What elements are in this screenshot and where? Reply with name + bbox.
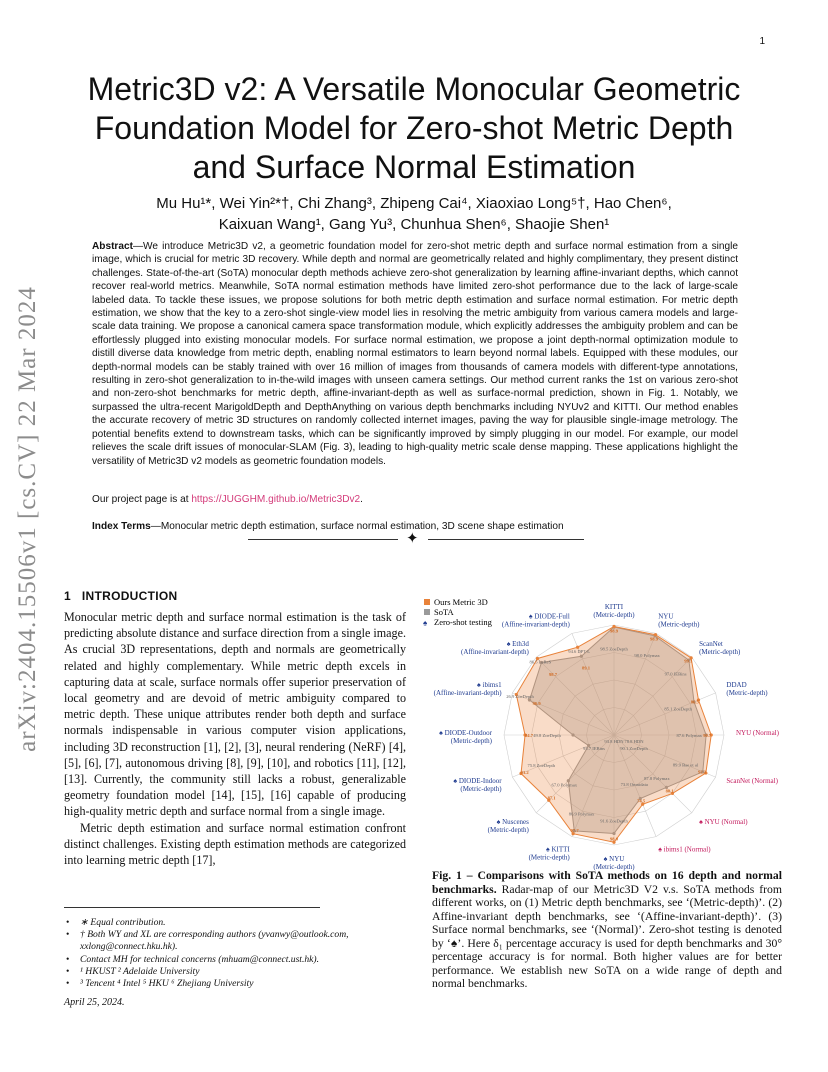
value-label-sota: 78.8 HDN bbox=[624, 739, 644, 744]
axis-label-name: ♠ DIODE-Outdoor bbox=[439, 729, 492, 737]
radar-chart bbox=[418, 596, 786, 871]
value-label-ours: 89.1 bbox=[582, 665, 591, 671]
value-label-ours: 87.1 bbox=[547, 795, 556, 801]
intro-paragraph-2: Metric depth estimation and surface normal estimation confront distinct challenges. Existing depth estimation methods are categorized into learning metric depth [17], bbox=[64, 820, 406, 868]
axis-label-name: ♠ KITTI bbox=[546, 845, 570, 854]
axis-label bbox=[529, 845, 571, 861]
axis-label bbox=[658, 845, 711, 853]
value-label-sota: 97.0 IEBins bbox=[664, 671, 687, 677]
axis-label-name: ♠ DIODE-Full bbox=[528, 612, 570, 621]
axis-label-name: ♠ Nuscenes bbox=[496, 818, 529, 827]
footnote: • ³ Tencent ⁴ Intel ⁵ HKU ⁶ Zhejiang University bbox=[64, 978, 409, 990]
axis-label bbox=[658, 613, 700, 629]
axis-label bbox=[726, 681, 768, 697]
axis-label-name: NYU bbox=[658, 612, 674, 621]
abstract-text: —We introduce Metric3D v2, a geometric foundation model for zero-shot metric depth and surface normal estimation from a single image, which is crucial for metric 3D recovery. While depth and normal are geometrically related and highly complimentary, they present distinct challenges. State-of-the-art (SoTA) monocular depth methods achieve zero-shot generalization by learning affine-invariant depths, which cannot recover real-world metrics. Meanwhile, SoTA normal estimation methods have limited zero-shot performance due to the lack of large-scale labeled data. To tackle these issues, we propose solutions for both metric depth estimation and surface normal estimation. For metric depth estimation, we show that the key to a zero-shot single-view model lies in resolving the metric ambiguity from various camera models and large-scale data training. We propose a canonical camera space transformation module, which explicitly addresses the ambiguity problem and can be effortlessly plugged into existing monocular models. For surface normal estimation, we propose a joint depth-normal optimization module to distill diverse data knowledge from metric depth, enabling normal estimators to learn beyond normal labels. Equipped with these modules, our depth-normal models can be stably trained with over 16 million of images from thousands of camera models with different-type annotations, resulting in zero-shot generalization to in-the-wild images with unseen camera settings. Our method current ranks the 1st on various zero-shot and non-zero-shot benchmarks for metric depth, affine-invariant-depth as well as surface-normal prediction, shown in Fig. 1. Notably, we surpassed the ultra-recent MarigoldDepth and DepthAnything on various depth benchmarks including NYUv2 and KITTI. Our method enables the accurate recovery of metric 3D structures on randomly collected internet images, paving the way for plausible single-image metrology. The potential benefits extend to downstream tasks, which can be significantly improved by simply plugging in our model. For example, our model relieves the scale drift issues of monocular-SLAM (Fig. 3), leading to high-quality metric scale dense mapping. These applications highlight the versatility of Metric3D v2 models as geometric foundation models. bbox=[92, 241, 738, 467]
legend-label-zeroshot: Zero-shot testing bbox=[434, 617, 492, 627]
legend-swatch-ours bbox=[424, 599, 430, 605]
paper-title: Metric3D v2: A Versatile Monocular Geometric Foundation Model for Zero-shot Metric Depth and Surface Normal Estimation bbox=[87, 71, 741, 185]
footnote: • † Both WY and XL are corresponding authors (yvanwy@outlook.com, xxlong@connect.hku.hk). bbox=[64, 929, 409, 953]
legend-label-sota: SoTA bbox=[434, 607, 454, 617]
value-label-ours: 99.3 bbox=[684, 658, 693, 664]
section-number: 1 bbox=[64, 589, 71, 603]
value-label-ours: 90.7 bbox=[703, 733, 712, 738]
axis-label-name: ♠ ibims1 (Normal) bbox=[658, 845, 711, 854]
axis-label-sub: (Affine-invariant-depth) bbox=[501, 620, 570, 629]
value-label-ours: 98.9 bbox=[609, 628, 619, 634]
section-divider bbox=[248, 532, 584, 546]
value-label-sota: 95.7 IEBins bbox=[583, 746, 605, 751]
value-label-sota: 91.6 ZoeDepth bbox=[600, 818, 628, 824]
axis-label-name: ♠ NYU bbox=[603, 855, 625, 863]
value-label-sota: 93.8 HDN bbox=[604, 739, 624, 744]
legend-spade-icon: ♠ bbox=[423, 618, 428, 628]
section-title: INTRODUCTION bbox=[81, 589, 178, 603]
value-label-ours: 98.9 bbox=[649, 636, 659, 642]
author-line-1: Mu Hu¹*, Wei Yin²*†, Chi Zhang³, Zhipeng Cai⁴, Xiaoxiao Long⁵†, Hao Chen⁶, bbox=[156, 195, 672, 212]
axis-label-name: DDAD bbox=[726, 680, 747, 689]
caption-label: Fig. 1 – Comparisons with SoTA methods on 16 depth and normal benchmarks. bbox=[432, 869, 782, 896]
value-label-sota: 75.8 ZoeDepth bbox=[527, 763, 556, 769]
axis-label-sub: (Affine-invariant-depth) bbox=[460, 647, 529, 656]
value-label-sota: 87.6 Polymax bbox=[676, 733, 702, 738]
value-label-ours: 97.7 bbox=[570, 828, 579, 834]
intro-paragraph-1: Monocular metric depth and surface normal estimation is the task of predicting absolute distance and surface direction from a single image. As crucial 3D representations, depth and normals are geometrically related and highly complementary. While metric depth excels in capturing data at scale, surface normals offer superior preservation of local geometry and are devoid of metric ambiguity compared to metric depth. These unique attributes render both depth and surface normals indispensable in various computer vision applications, including 3D reconstruction [1], [2], [3], neural rendering (NeRF) [4], [5], [6], [7], autonomous driving [8], [9], [10], and robotics [11], [12], [13]. Currently, the community still lacks a robust, generalizable geometry foundation model [14], [15], [16] capable of producing high-quality metric depth and surface normal from a single image. bbox=[64, 610, 406, 819]
axis-label bbox=[726, 777, 778, 785]
value-label-ours: 80.1 bbox=[665, 788, 674, 794]
value-label-sota: 90.1 ZoeDepth bbox=[620, 746, 648, 751]
footnote-rule bbox=[64, 907, 320, 908]
value-label-sota: 26.9 ZoeDepth bbox=[506, 694, 534, 700]
value-label-ours: 96.9 bbox=[532, 700, 541, 706]
axis-label bbox=[736, 729, 780, 737]
figure-caption bbox=[432, 869, 782, 991]
legend-label-ours: Ours Metric 3D bbox=[434, 597, 488, 607]
axis-label-sub: (Metric-depth) bbox=[487, 826, 529, 835]
axis-label bbox=[439, 729, 493, 745]
value-label-sota: 49.8 ZoeDepth bbox=[533, 733, 561, 738]
divider-star-icon: ✦ bbox=[406, 531, 419, 547]
axis-label bbox=[699, 818, 748, 826]
axis-label-sub: (Metric-depth) bbox=[460, 785, 502, 794]
value-label-sota: 98.0 Polymax bbox=[634, 653, 660, 659]
author-line-2: Kaixuan Wang¹, Gang Yu³, Chunhua Shen⁶, Shaojie Shen¹ bbox=[218, 216, 610, 233]
value-label-sota: 86.5 LeReS bbox=[529, 659, 552, 665]
axis-label bbox=[699, 640, 741, 656]
axis-label-sub: (Metric-depth) bbox=[726, 688, 768, 697]
value-label-sota: 89.9 Bae et al bbox=[672, 762, 699, 768]
axis-label-name: ScanNet (Normal) bbox=[726, 777, 778, 786]
value-label-sota: 73.8 Omnidata bbox=[620, 781, 648, 787]
value-label-sota: 98.5 ZoeDepth bbox=[600, 646, 628, 652]
value-label-sota: 94.6 DPT-L bbox=[568, 648, 591, 654]
axis-label-name: NYU (Normal) bbox=[736, 729, 779, 737]
divider-line-left bbox=[248, 539, 398, 540]
axis-label bbox=[593, 603, 635, 619]
value-label-ours: 84.7 bbox=[525, 733, 534, 738]
axis-label bbox=[488, 818, 530, 834]
author-list bbox=[64, 193, 764, 235]
axis-label-sub: (Metric-depth) bbox=[450, 737, 492, 745]
axis-label-sub: (Metric-depth) bbox=[658, 620, 700, 629]
axis-label bbox=[461, 640, 530, 656]
value-label-ours: 93.2 bbox=[520, 769, 529, 775]
abstract bbox=[92, 240, 738, 468]
value-label-sota: 87.8 Polymax bbox=[644, 775, 670, 781]
axis-label-name: ♠ DIODE-Indoor bbox=[453, 777, 502, 786]
abstract-label: Abstract bbox=[92, 241, 133, 252]
intro-body bbox=[64, 609, 406, 868]
axis-label-sub: (Affine-invariant-depth) bbox=[433, 688, 502, 697]
project-prefix: Our project page is at bbox=[92, 494, 192, 505]
value-label-sota: 67.0 Polymax bbox=[551, 782, 578, 788]
value-label-ours: 92.3 bbox=[698, 769, 707, 775]
axis-label-sub: (Metric-depth) bbox=[593, 611, 635, 619]
index-terms-label: Index Terms bbox=[92, 521, 151, 532]
legend-swatch-sota bbox=[424, 609, 430, 615]
arxiv-stamp: arXiv:2404.15506v1 [cs.CV] 22 Mar 2024 bbox=[14, 286, 41, 752]
axis-label-name: ♠ Eth3d bbox=[506, 639, 529, 648]
value-label-sota: 85.1 ZoeDepth bbox=[664, 706, 692, 712]
axis-label-name: ♠ ibims1 bbox=[477, 680, 502, 689]
footnote: • ¹ HKUST ² Adelaide University bbox=[64, 966, 409, 978]
axis-label bbox=[434, 681, 503, 697]
value-label-ours: 86.5 bbox=[690, 699, 699, 705]
axis-label-name: ScanNet bbox=[699, 639, 723, 648]
axis-label-sub: (Metric-depth) bbox=[699, 647, 741, 656]
caption-text: Radar-map of our Metric3D V2 v.s. SoTA methods from different works, on (1) Metric depth benchmarks, see ‘(Metric-depth)’. (2) Affine-invariant depth benchmarks, see ‘(Affine-invariant-depth)’. (3) Surface normal benchmarks, see ‘(Normal)’. Zero-shot testing is denoted by ‘♠’. Here δ₁ percentage accuracy is used for depth benchmarks and 30° percentage accuracy is for normal. Both higher values are for better performance. We establish new SoTA on a wide range of depth and normal benchmarks. bbox=[432, 882, 782, 990]
footnote: • ∗ Equal contribution. bbox=[64, 917, 409, 929]
project-link[interactable]: https://JUGGHM.github.io/Metric3Dv2 bbox=[191, 494, 361, 505]
project-page bbox=[92, 494, 363, 505]
divider-line-right bbox=[428, 539, 584, 540]
axis-label-sub: (Metric-depth) bbox=[593, 863, 635, 871]
index-terms-text: —Monocular metric depth estimation, surface normal estimation, 3D scene shape estimation bbox=[150, 521, 564, 532]
axis-label-sub: (Metric-depth) bbox=[528, 853, 570, 862]
value-label-ours: 98.7 bbox=[549, 672, 558, 678]
chart-legend bbox=[423, 597, 493, 628]
footnote: • Contact MH for technical concerns (mhuam@connect.ust.hk). bbox=[64, 954, 409, 966]
page-number: 1 bbox=[759, 36, 765, 47]
value-label-ours: 98.0 bbox=[609, 836, 619, 842]
axis-label bbox=[453, 777, 502, 793]
axis-label bbox=[502, 613, 571, 629]
value-label-sota: 86.9 Polymax bbox=[568, 811, 595, 817]
value-label-ours: 74.5 bbox=[637, 798, 646, 804]
paper-date: April 25, 2024. bbox=[64, 997, 125, 1008]
footnotes bbox=[64, 917, 409, 990]
axis-label-name: KITTI bbox=[604, 603, 624, 611]
project-suffix: . bbox=[360, 494, 363, 505]
section-heading bbox=[64, 589, 177, 603]
index-terms bbox=[92, 521, 564, 532]
axis-label-name: ♠ NYU (Normal) bbox=[699, 818, 748, 827]
